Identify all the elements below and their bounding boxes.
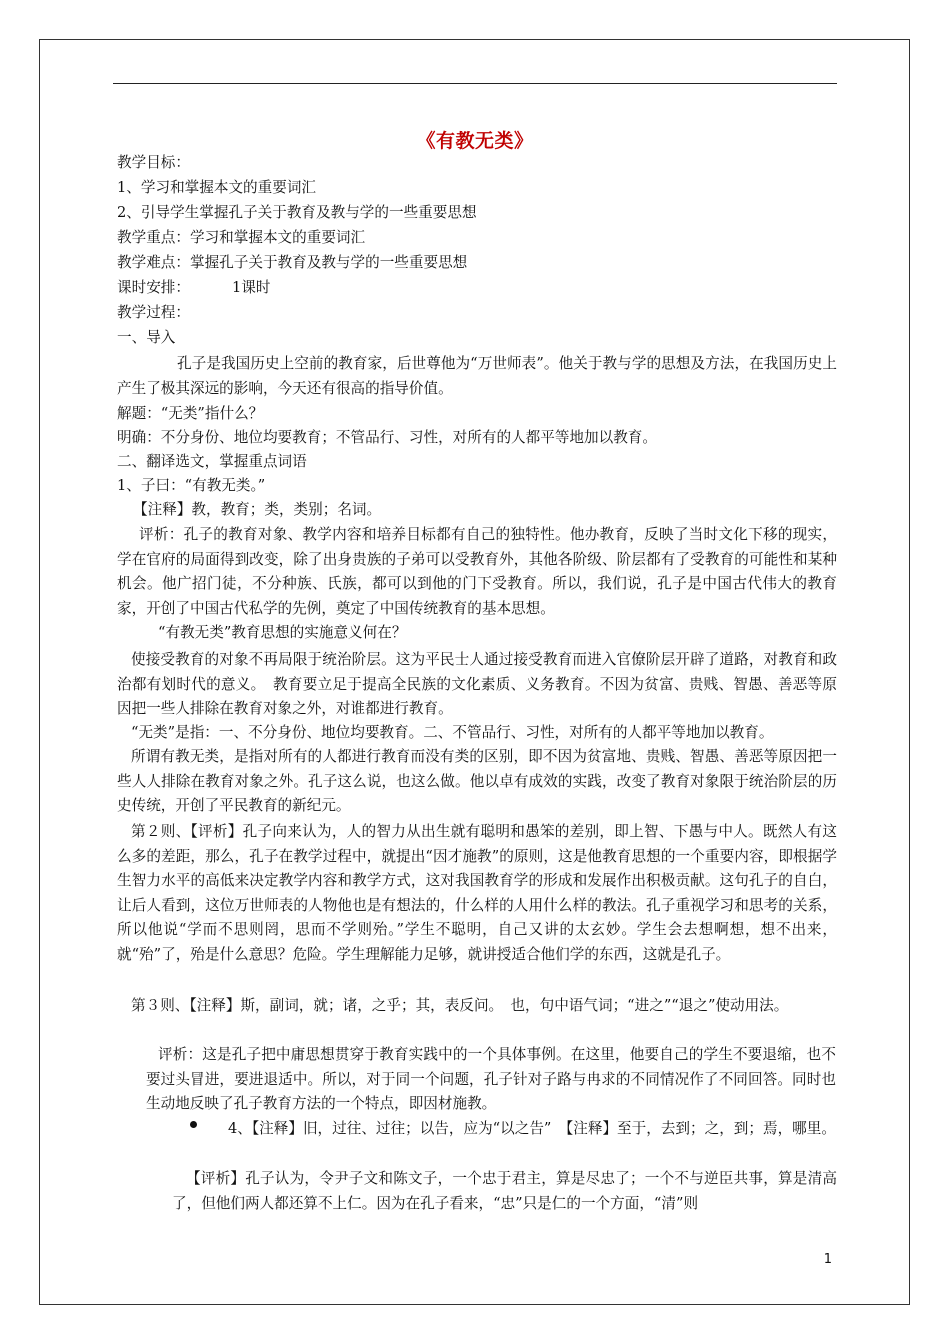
key-point: 教学重点：学习和掌握本文的重要词汇 — [117, 229, 366, 246]
item-2-comment: 第２则、【评析】孔子向来认为，人的智力从出生就有聪明和愚笨的差别，即上智、下愚与中人。既然人有这么多的差距，那么，孔子在教学过程中，就提出“因才施教”的原则，这是他教育思想的一个重要内容，即根据学生智力水平的高低来决定教学内容和教学方式，这对我国教育学的形成和发展作出积极贡献。这句孔子的自白，让后人看到，这位万世师表的人物他也是有想法的，什么样的人用什么样的教法。孔子重视学习和思考的关系，所以他说“学而不思则罔，思而不学则殆。”学生不聪明，自己又讲的太玄妙。学生会去想啊想，想不出来，就“殆”了，殆是什么意思？危险。学生理解能力足够，就讲授适合他们学的东西，这就是孔子。 — [117, 823, 837, 963]
schedule-value: 1课时 — [232, 279, 271, 296]
item-1-comment: 评析：孔子的教育对象、教学内容和培养目标都有自己的独特性。他办教育，反映了当时文化下移的现实，学在官府的局面得到改变，除了出身贵族的子弟可以受教育外，其他各阶级、阶层都有了受教育的可能性和某种机会。他广招门徒，不分种族、氏族，都可以到他的门下受教育。所以，我们说，孔子是中国古代伟大的教育家，开创了中国古代私学的先例，奠定了中国传统教育的基本思想。 — [117, 526, 837, 617]
process-heading: 教学过程： — [117, 304, 190, 321]
item-1-note: 【注释】教，教育；类，类别；名词。 — [133, 501, 382, 518]
mingque-line: 明确：不分身份、地位均要教育；不管品行、习性，对所有的人都平等地加以教育。 — [117, 429, 657, 446]
section-2-heading: 二、翻译选文，掌握重点词语 — [117, 453, 307, 470]
difficult-point: 教学难点：掌握孔子关于教育及教与学的一些重要思想 — [117, 254, 468, 271]
document-title: 《有教无类》 — [416, 130, 534, 152]
intro-paragraph: 孔子是我国历史上空前的教育家，后世尊他为“万世师表”。他关于教与学的思想及方法，在我国历史上产生了极其深远的影响，今天还有很高的指导价值。 — [117, 355, 837, 397]
heading-objectives: 教学目标： — [117, 154, 190, 171]
item-1-quote: 1、子曰：“有教无类。” — [117, 477, 266, 494]
item-4-comment: 【评析】孔子认为，令尹子文和陈文子，一个忠于君主，算是尽忠了；一个不与逆臣共事，算是清高了，但他们两人都还算不上仁。因为在孔子看来，“忠”只是仁的一个方面，“清”则 — [172, 1170, 837, 1212]
section-1-heading: 一、导入 — [117, 329, 176, 346]
wulei-definition: “无类”是指：一、不分身份、地位均要教育。二、不管品行、习性，对所有的人都平等地加以教育。 — [131, 724, 774, 741]
item-3-comment: 评析：这是孔子把中庸思想贯穿于教育实践中的一个具体事例。在这里，他要自己的学生不要退缩，也不要过头冒进，要进退适中。所以，对于同一个问题，孔子针对子路与冉求的不同情况作了不同回答。同时也生动地反映了孔子教育方法的一个特点，即因材施教。 — [146, 1046, 836, 1113]
item-3-note: 第３则、【注释】斯，副词，就；诸，之乎；其，表反问。 也，句中语气词；“进之”“退之”使动用法。 — [131, 997, 789, 1014]
schedule-label: 课时安排： — [117, 279, 190, 296]
significance-answer: 使接受教育的对象不再局限于统治阶层。这为平民士人通过接受教育而进入官僚阶层开辟了道路，对教育和政治都有划时代的意义。 教育要立足于提高全民族的文化素质、义务教育。不因为贫富、贵贱、智愚、善恶等原因把一些人排除在教育对象之外，对谁都进行教育。 — [117, 651, 837, 718]
item-4-note: 4、【注释】旧，过往、过往；以告，应为“以之告” 【注释】至于，去到；之，到；焉，哪里。 — [228, 1120, 836, 1137]
jieti-line: 解题：“无类”指什么？ — [117, 405, 264, 422]
objective-1: 1、学习和掌握本文的重要词汇 — [117, 179, 317, 196]
header-rule — [113, 83, 837, 84]
page-number: 1 — [823, 1252, 832, 1267]
objective-2: 2、引导学生掌握孔子关于教育及教与学的一些重要思想 — [117, 204, 477, 221]
significance-question: “有教无类”教育思想的实施意义何在？ — [158, 624, 407, 641]
suowei-paragraph: 所谓有教无类，是指对所有的人都进行教育而没有类的区别，即不因为贫富地、贵贱、智愚、善恶等原因把一些人人排除在教育对象之外。孔子这么说，也这么做。他以卓有成效的实践，改变了教育对象限于统治阶层的历史传统，开创了平民教育的新纪元。 — [117, 748, 837, 815]
